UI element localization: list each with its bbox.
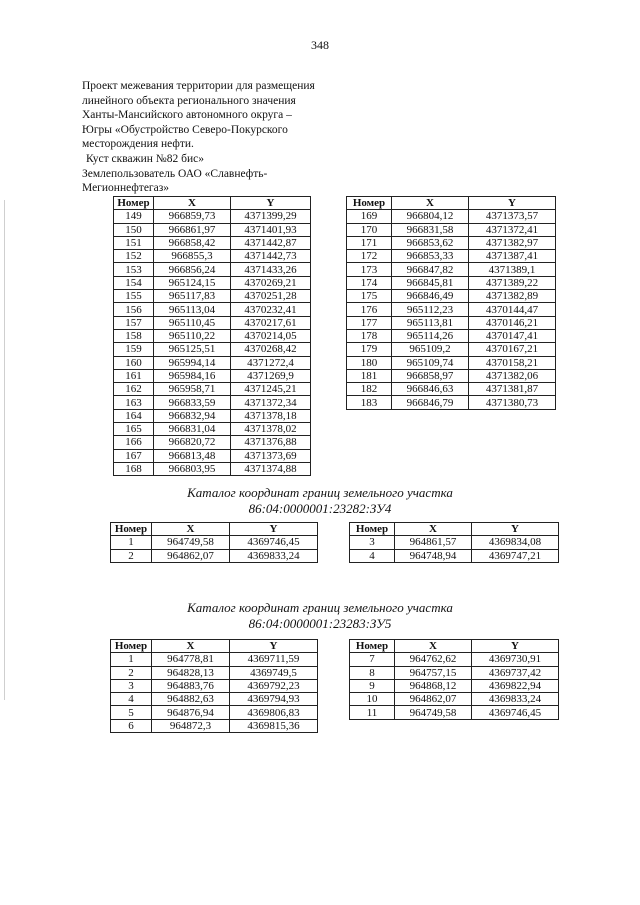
coord-table-s1-right (346, 196, 556, 410)
cell-x: 964876,94 (152, 706, 230, 719)
cell-x: 966858,42 (154, 236, 231, 249)
cell-x: 965109,2 (392, 343, 469, 356)
table-row (111, 653, 318, 666)
cell-number: 7 (350, 653, 395, 666)
cell-x: 966804,12 (392, 210, 469, 223)
cell-y: 4371380,73 (469, 396, 556, 409)
cell-y: 4371399,29 (231, 210, 311, 223)
col-header-y: Y (472, 523, 559, 536)
table-row (114, 250, 311, 263)
table-row (114, 409, 311, 422)
table-row (347, 303, 556, 316)
header-line: Ханты-Мансийского автономного округа – (82, 109, 292, 122)
table-row (114, 423, 311, 436)
cell-x: 966855,3 (154, 250, 231, 263)
cell-x: 966803,95 (154, 462, 231, 475)
table-row (347, 250, 556, 263)
table-row (114, 383, 311, 396)
table-row (347, 236, 556, 249)
header-line: Югры «Обустройство Северо-Покурского (82, 123, 288, 136)
cell-x: 965110,45 (154, 316, 231, 329)
cell-number: 1 (111, 536, 152, 549)
cell-number: 4 (350, 549, 395, 562)
cell-y: 4370217,61 (231, 316, 311, 329)
cell-y: 4371389,22 (469, 276, 556, 289)
table-row (347, 396, 556, 409)
header-line: Проект межевания территории для размещения (82, 80, 315, 92)
cell-number: 3 (350, 536, 395, 549)
table-row (111, 719, 318, 732)
cell-y: 4369737,42 (472, 666, 559, 679)
cell-x: 966833,59 (154, 396, 231, 409)
col-header-x: X (392, 197, 469, 210)
coord-table-s3-left (110, 639, 318, 733)
cell-number: 163 (114, 396, 154, 409)
table-row (347, 369, 556, 382)
cell-number: 150 (114, 223, 154, 236)
cell-y: 4371382,06 (469, 369, 556, 382)
cell-number: 160 (114, 356, 154, 369)
cell-y: 4371376,88 (231, 436, 311, 449)
table-row (111, 536, 318, 549)
cell-y: 4371372,41 (469, 223, 556, 236)
col-header-num: Номер (347, 197, 392, 210)
cell-x: 966831,58 (392, 223, 469, 236)
table-row (111, 693, 318, 706)
cell-number: 161 (114, 369, 154, 382)
cell-number: 173 (347, 263, 392, 276)
cell-number: 178 (347, 329, 392, 342)
cell-number: 152 (114, 250, 154, 263)
cell-x: 964749,58 (152, 536, 230, 549)
coord-table-s1-left (113, 196, 311, 476)
cell-x: 966847,82 (392, 263, 469, 276)
cell-y: 4371272,4 (231, 356, 311, 369)
cell-y: 4371382,89 (469, 290, 556, 303)
table-row (114, 369, 311, 382)
cell-number: 183 (347, 396, 392, 409)
cell-y: 4370167,21 (469, 343, 556, 356)
cell-number: 162 (114, 383, 154, 396)
cell-x: 965112,23 (392, 303, 469, 316)
col-header-x: X (395, 640, 472, 653)
col-header-num: Номер (111, 523, 152, 536)
cell-x: 965124,15 (154, 276, 231, 289)
table-row (347, 383, 556, 396)
header-line: Мегионнефтегаз» (82, 182, 170, 195)
cell-x: 964861,57 (395, 536, 472, 549)
table-row (347, 263, 556, 276)
table-row (114, 210, 311, 223)
col-header-y: Y (231, 197, 311, 210)
col-header-y: Y (469, 197, 556, 210)
cell-number: 153 (114, 263, 154, 276)
cell-number: 155 (114, 290, 154, 303)
cell-y: 4370232,41 (231, 303, 311, 316)
table-header-row (111, 523, 318, 536)
cell-y: 4371442,73 (231, 250, 311, 263)
col-header-num: Номер (350, 640, 395, 653)
coord-table-s3-right (349, 639, 559, 720)
cell-number: 9 (350, 679, 395, 692)
cell-y: 4371389,1 (469, 263, 556, 276)
col-header-x: X (395, 523, 472, 536)
cell-number: 167 (114, 449, 154, 462)
table-header-row (114, 197, 311, 210)
cell-x: 965994,14 (154, 356, 231, 369)
col-header-x: X (154, 197, 231, 210)
cell-x: 964882,63 (152, 693, 230, 706)
cell-number: 151 (114, 236, 154, 249)
col-header-num: Номер (111, 640, 152, 653)
table-row (347, 356, 556, 369)
cell-y: 4369730,91 (472, 653, 559, 666)
cell-y: 4371442,87 (231, 236, 311, 249)
table-row (347, 210, 556, 223)
cell-number: 8 (350, 666, 395, 679)
cell-number: 179 (347, 343, 392, 356)
cell-x: 966858,97 (392, 369, 469, 382)
cell-y: 4370158,21 (469, 356, 556, 369)
cell-y: 4371373,57 (469, 210, 556, 223)
cell-number: 3 (111, 679, 152, 692)
cell-number: 165 (114, 423, 154, 436)
cell-x: 964778,81 (152, 653, 230, 666)
table-row (350, 536, 559, 549)
table-row (350, 693, 559, 706)
table-row (111, 706, 318, 719)
cell-y: 4370144,47 (469, 303, 556, 316)
cell-number: 164 (114, 409, 154, 422)
table-row (114, 356, 311, 369)
cell-number: 6 (111, 719, 152, 732)
table-row (114, 436, 311, 449)
table-row (114, 396, 311, 409)
cell-y: 4369833,24 (230, 549, 318, 562)
cell-x: 966831,04 (154, 423, 231, 436)
project-description (82, 79, 342, 196)
cell-number: 175 (347, 290, 392, 303)
caption-title: Каталог координат границ земельного участка (187, 485, 453, 500)
cell-x: 964862,07 (152, 549, 230, 562)
cell-y: 4369711,59 (230, 653, 318, 666)
cell-x: 966853,33 (392, 250, 469, 263)
col-header-x: X (152, 523, 230, 536)
col-header-num: Номер (350, 523, 395, 536)
cell-number: 180 (347, 356, 392, 369)
cell-number: 172 (347, 250, 392, 263)
cell-number: 5 (111, 706, 152, 719)
cell-x: 965109,74 (392, 356, 469, 369)
cell-number: 10 (350, 693, 395, 706)
cell-y: 4370269,21 (231, 276, 311, 289)
cell-y: 4371245,21 (231, 383, 311, 396)
table-row (114, 303, 311, 316)
col-header-y: Y (472, 640, 559, 653)
table-row (114, 462, 311, 475)
cell-y: 4371374,88 (231, 462, 311, 475)
cell-x: 964872,3 (152, 719, 230, 732)
cell-y: 4369833,24 (472, 693, 559, 706)
cell-y: 4369815,36 (230, 719, 318, 732)
cell-y: 4369749,5 (230, 666, 318, 679)
caption-cadastral-number: 86:04:0000001:23283:ЗУ5 (248, 615, 392, 631)
cell-x: 964828,13 (152, 666, 230, 679)
cell-number: 2 (111, 666, 152, 679)
cell-x: 966832,94 (154, 409, 231, 422)
cell-x: 966861,97 (154, 223, 231, 236)
table-row (114, 223, 311, 236)
cell-number: 171 (347, 236, 392, 249)
cell-y: 4371373,69 (231, 449, 311, 462)
col-header-num: Номер (114, 197, 154, 210)
cell-y: 4371372,34 (231, 396, 311, 409)
table-row (350, 653, 559, 666)
coord-table-s2-left (110, 522, 318, 563)
cell-x: 965113,81 (392, 316, 469, 329)
cell-x: 966853,62 (392, 236, 469, 249)
cell-x: 965117,83 (154, 290, 231, 303)
header-line: Куст скважин №82 бис» (86, 152, 204, 165)
cell-y: 4369794,93 (230, 693, 318, 706)
cell-number: 156 (114, 303, 154, 316)
table-row (347, 276, 556, 289)
cell-number: 174 (347, 276, 392, 289)
cell-x: 966813,48 (154, 449, 231, 462)
header-line: линейного объекта регионального значения (82, 94, 296, 107)
table-row (114, 276, 311, 289)
cell-x: 964748,94 (395, 549, 472, 562)
cell-y: 4370251,28 (231, 290, 311, 303)
cell-y: 4369746,45 (472, 706, 559, 719)
cell-number: 158 (114, 329, 154, 342)
cell-x: 965113,04 (154, 303, 231, 316)
cell-number: 182 (347, 383, 392, 396)
cell-x: 965958,71 (154, 383, 231, 396)
table-row (347, 329, 556, 342)
cell-y: 4369822,94 (472, 679, 559, 692)
cell-x: 965114,26 (392, 329, 469, 342)
cell-x: 966856,24 (154, 263, 231, 276)
cell-y: 4370268,42 (231, 343, 311, 356)
cell-number: 169 (347, 210, 392, 223)
cell-number: 157 (114, 316, 154, 329)
table-row (114, 449, 311, 462)
table-row (347, 316, 556, 329)
cell-x: 964883,76 (152, 679, 230, 692)
cell-y: 4369747,21 (472, 549, 559, 562)
cell-x: 965984,16 (154, 369, 231, 382)
table-row (114, 263, 311, 276)
cell-x: 965110,22 (154, 329, 231, 342)
cell-y: 4369746,45 (230, 536, 318, 549)
caption-title: Каталог координат границ земельного участка (187, 600, 453, 615)
cell-x: 964868,12 (395, 679, 472, 692)
table-row (111, 679, 318, 692)
cell-number: 154 (114, 276, 154, 289)
table-row (114, 316, 311, 329)
cell-y: 4371269,9 (231, 369, 311, 382)
table-row (350, 549, 559, 562)
cell-y: 4371378,02 (231, 423, 311, 436)
cell-y: 4369792,23 (230, 679, 318, 692)
coord-table-s2-right (349, 522, 559, 563)
cell-number: 11 (350, 706, 395, 719)
table-header-row (111, 640, 318, 653)
cell-number: 168 (114, 462, 154, 475)
cell-y: 4371387,41 (469, 250, 556, 263)
table-row (347, 290, 556, 303)
cell-y: 4371401,93 (231, 223, 311, 236)
table-header-row (350, 523, 559, 536)
header-line: Землепользователь ОАО «Славнефть- (82, 167, 268, 180)
table-row (347, 223, 556, 236)
table-row (111, 549, 318, 562)
page-number: 348 (311, 38, 329, 52)
table-row (114, 290, 311, 303)
col-header-y: Y (230, 523, 318, 536)
table-row (114, 236, 311, 249)
cell-number: 159 (114, 343, 154, 356)
cell-number: 2 (111, 549, 152, 562)
table-row (350, 679, 559, 692)
table-row (114, 329, 311, 342)
cell-number: 177 (347, 316, 392, 329)
table-row (347, 343, 556, 356)
cell-x: 966845,81 (392, 276, 469, 289)
cell-x: 964762,62 (395, 653, 472, 666)
cell-y: 4369806,83 (230, 706, 318, 719)
cell-y: 4369834,08 (472, 536, 559, 549)
cell-x: 966846,49 (392, 290, 469, 303)
cell-y: 4371381,87 (469, 383, 556, 396)
cell-x: 964862,07 (395, 693, 472, 706)
cell-x: 966846,79 (392, 396, 469, 409)
cell-number: 166 (114, 436, 154, 449)
catalog-caption-zu5 (0, 600, 640, 631)
cell-x: 966820,72 (154, 436, 231, 449)
cell-number: 170 (347, 223, 392, 236)
cell-x: 966859,73 (154, 210, 231, 223)
cell-number: 149 (114, 210, 154, 223)
table-row (350, 666, 559, 679)
col-header-x: X (152, 640, 230, 653)
table-header-row (350, 640, 559, 653)
table-row (111, 666, 318, 679)
table-row (350, 706, 559, 719)
table-row (114, 343, 311, 356)
cell-x: 965125,51 (154, 343, 231, 356)
caption-cadastral-number: 86:04:0000001:23282:ЗУ4 (248, 500, 392, 516)
table-header-row (347, 197, 556, 210)
cell-x: 964757,15 (395, 666, 472, 679)
col-header-y: Y (230, 640, 318, 653)
cell-y: 4371378,18 (231, 409, 311, 422)
cell-number: 176 (347, 303, 392, 316)
cell-number: 4 (111, 693, 152, 706)
cell-y: 4371433,26 (231, 263, 311, 276)
cell-y: 4371382,97 (469, 236, 556, 249)
cell-y: 4370214,05 (231, 329, 311, 342)
cell-y: 4370147,41 (469, 329, 556, 342)
cell-number: 181 (347, 369, 392, 382)
header-line: месторождения нефти. (82, 138, 194, 151)
cell-x: 964749,58 (395, 706, 472, 719)
cell-y: 4370146,21 (469, 316, 556, 329)
cell-number: 1 (111, 653, 152, 666)
cell-x: 966846,63 (392, 383, 469, 396)
catalog-caption-zu4 (0, 485, 640, 516)
